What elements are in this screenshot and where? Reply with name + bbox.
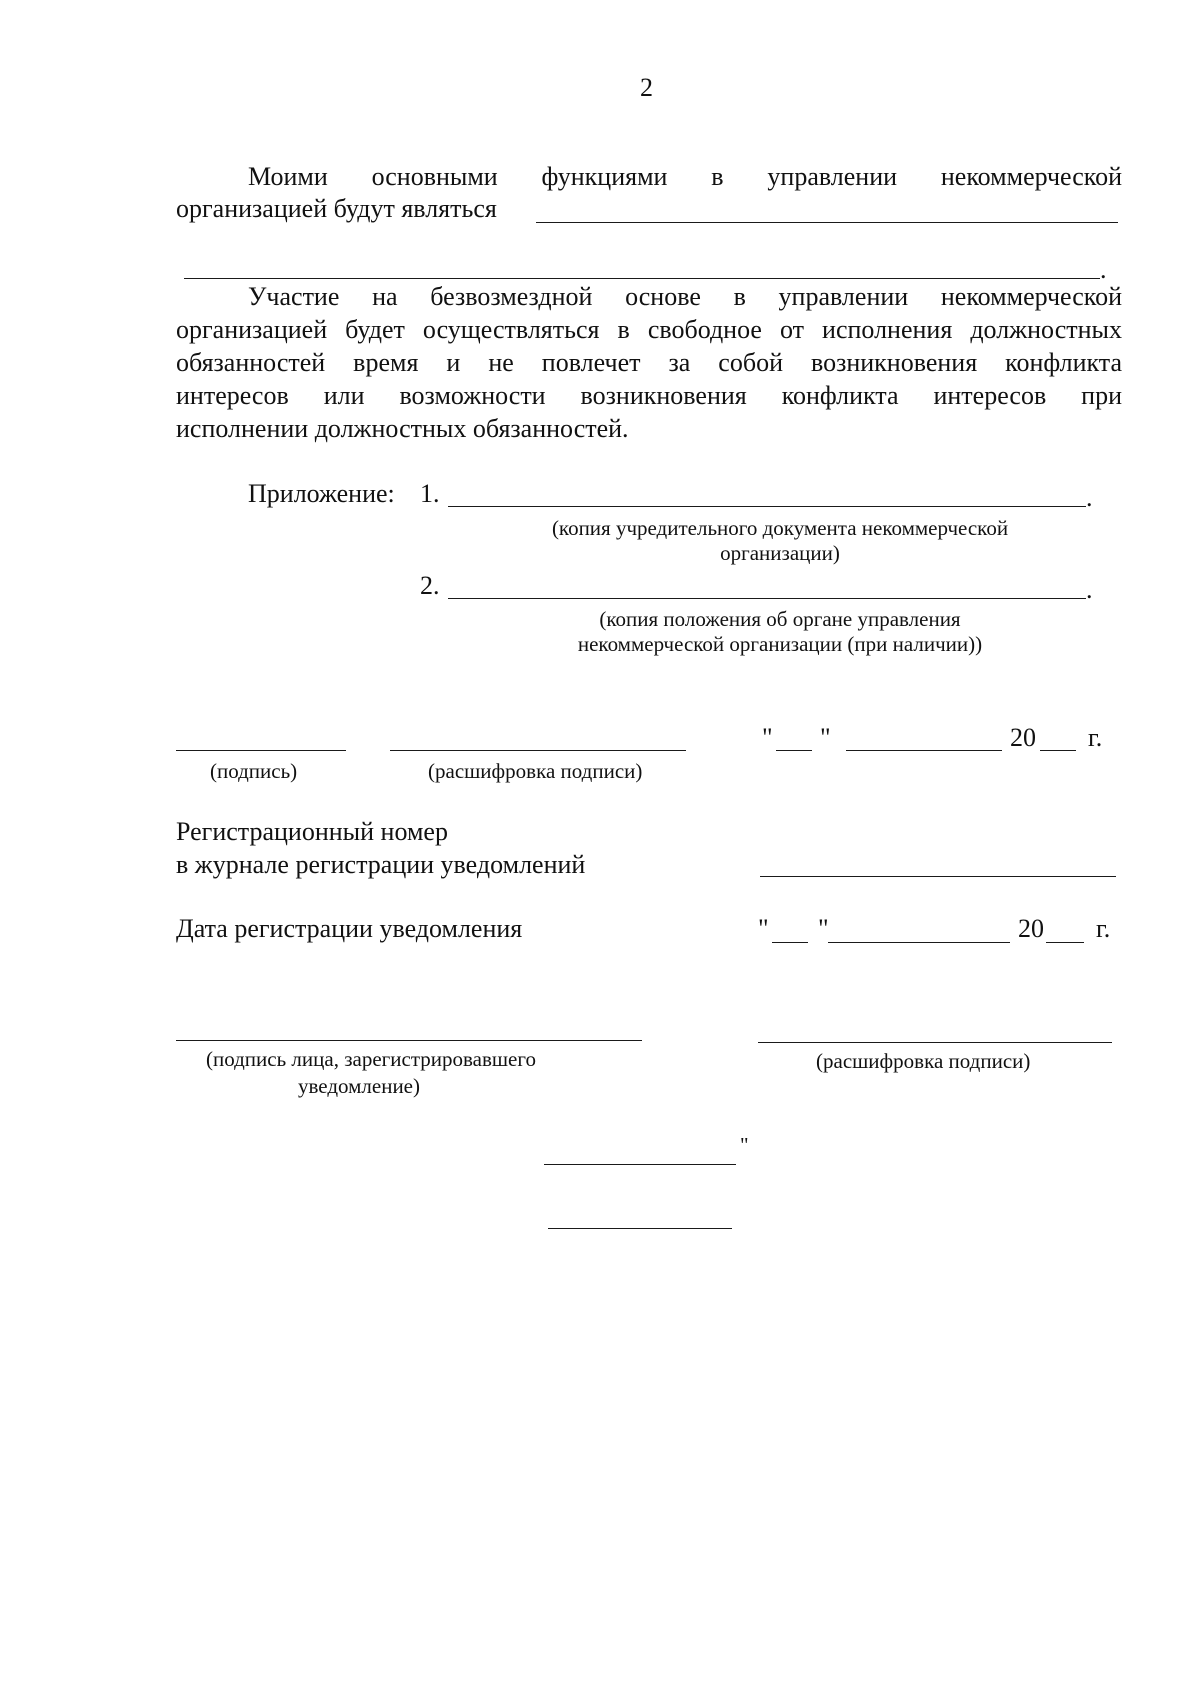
registrar-signature-caption-line-1: (подпись лица, зарегистрировавшего [206,1047,536,1071]
registration-date-year-suffix: г. [1096,914,1111,943]
registration-date-label: Дата регистрации уведомления [176,914,523,943]
registration-date-month-line[interactable] [828,942,1010,943]
registration-date-year-line[interactable] [1046,942,1084,943]
signature-date-quote-open: " [762,723,773,752]
footer-line-2 [548,1228,732,1229]
attachment-1-number: 1. [420,479,440,508]
registrar-decode-caption: (расшифровка подписи) [816,1049,1031,1073]
signature-caption: (подпись) [210,759,298,783]
registration-number-label-line-1: Регистрационный номер [176,817,448,846]
signature-date-year-line[interactable] [1040,750,1076,751]
functions-period: . [1100,255,1107,284]
page-number: 2 [640,73,653,102]
registration-date-year-prefix: 20 [1018,914,1044,943]
signature-date-quote-close: " [820,723,831,752]
attachment-1-blank-line[interactable] [448,506,1086,507]
attachment-2-blank-line[interactable] [448,598,1086,599]
attachments-label: Приложение: [248,479,395,508]
registration-number-label-line-2: в журнале регистрации уведомлений [176,850,586,879]
attachment-1-caption-line-1: (копия учредительного документа некоммерческой [551,516,1009,540]
signature-date-year-suffix: г. [1088,723,1103,752]
participation-line-5: исполнении должностных обязанностей. [176,414,629,443]
registrar-decode-line[interactable] [758,1042,1112,1043]
signature-date-day-line[interactable] [776,750,812,751]
registration-number-line[interactable] [760,876,1116,877]
participation-line-4: интересов или возможности возникновения конфликта интересов при [176,381,1122,410]
footer-line-1 [544,1164,736,1165]
attachment-2-number: 2. [420,571,440,600]
registrar-signature-caption-line-2: уведомление) [298,1074,421,1098]
functions-line-1: Моими основными функциями в управлении некоммерческой [248,162,1122,191]
functions-line-2-prefix: организацией будут являться [176,194,497,223]
functions-blank-line-1[interactable] [536,222,1118,223]
footer-quote-mark: " [740,1133,749,1157]
participation-line-3: обязанностей время и не повлечет за собой возникновения конфликта [176,348,1122,377]
registration-date-day-line[interactable] [772,942,808,943]
signature-decode-caption: (расшифровка подписи) [428,759,643,783]
attachment-2-caption-line-1: (копия положения об органе управления [599,607,961,631]
attachment-2-period: . [1086,575,1093,604]
registrar-signature-line[interactable] [176,1040,642,1041]
attachment-2-caption-line-2: некоммерческой организации (при наличии)) [577,632,983,656]
registration-date-quote-close: " [818,914,829,943]
registration-date-quote-open: " [758,914,769,943]
participation-line-2: организацией будет осуществляться в свободное от исполнения должностных [176,315,1122,344]
attachment-1-caption-line-2: организации) [720,541,840,565]
attachment-1-period: . [1086,483,1093,512]
functions-blank-line-2[interactable] [184,278,1100,279]
signature-decode-line[interactable] [390,750,686,751]
signature-date-month-line[interactable] [846,750,1002,751]
signature-line[interactable] [176,750,346,751]
participation-line-1: Участие на безвозмездной основе в управлении некоммерческой [248,282,1122,311]
signature-date-year-prefix: 20 [1010,723,1036,752]
